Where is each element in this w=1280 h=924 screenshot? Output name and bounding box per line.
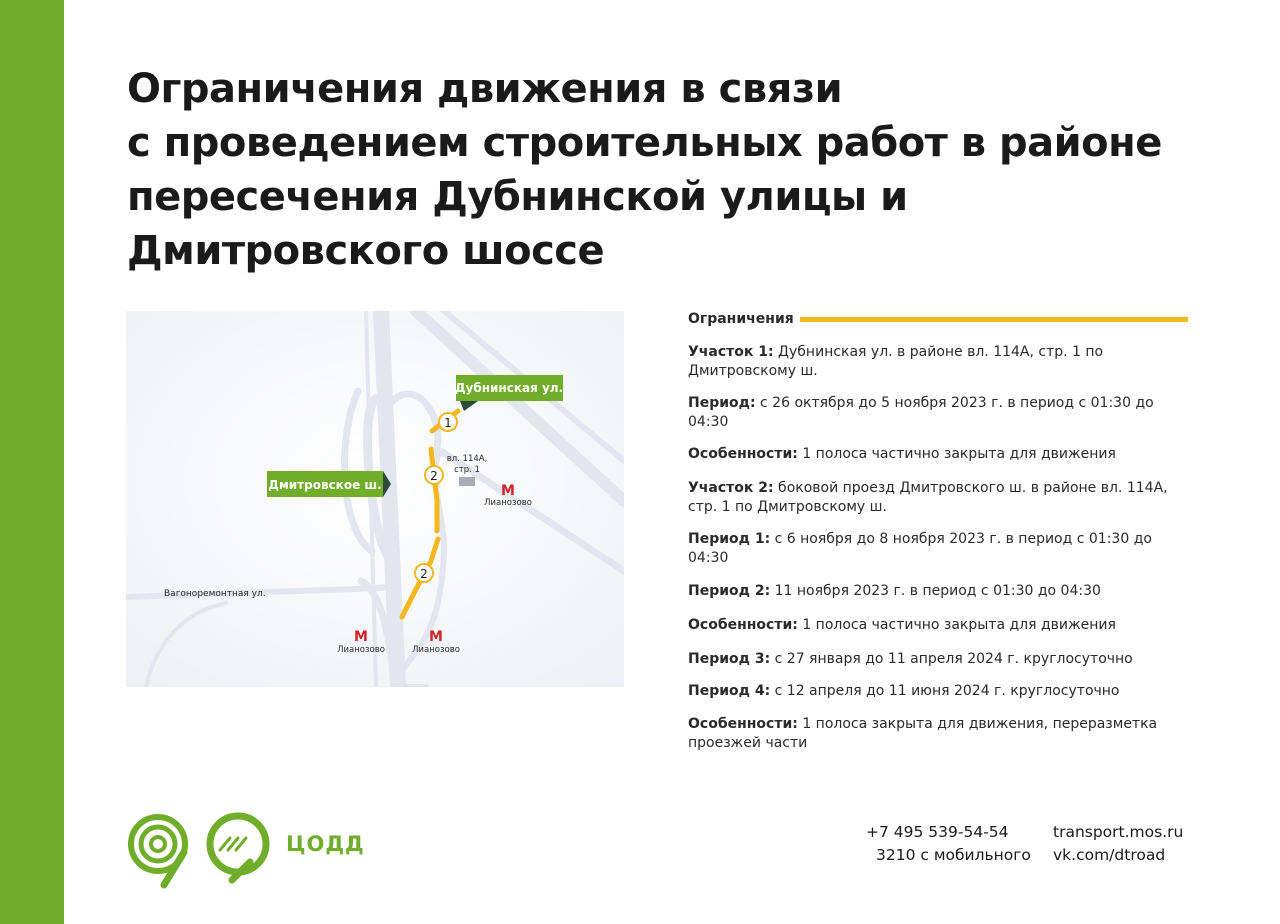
info-item-label: Участок 2:	[688, 480, 774, 496]
info-item-text: Дубнинская ул. в районе вл. 114А, стр. 1 по Дмитровскому ш.	[688, 344, 1104, 379]
marker-1	[439, 413, 457, 431]
footer-logos	[128, 810, 388, 890]
website-link[interactable]: transport.mos.ru	[1053, 823, 1184, 841]
info-item-text: 1 полоса закрыта для движения, переразметка проезжей части	[688, 716, 1158, 751]
codd-logo-text: ЦОДД	[286, 832, 365, 856]
info-item-text: с 6 ноября до 8 ноября 2023 г. в период с 01:30 до 04:30	[688, 531, 1152, 566]
info-item	[688, 616, 1188, 635]
building-label-line1: вл. 114А,	[446, 454, 488, 464]
metro-station-3-name: Лианозово	[412, 645, 460, 655]
metro-icon: М	[429, 629, 443, 645]
info-item-label: Период 2:	[688, 583, 771, 599]
info-item	[688, 445, 1188, 464]
left-brand-bar	[0, 0, 64, 924]
info-item	[688, 343, 1188, 381]
vk-link[interactable]: vk.com/dtroad	[1053, 846, 1166, 864]
title-line: Ограничения движения в связи	[127, 66, 843, 112]
metro-icon: М	[501, 483, 515, 499]
metro-icon: М	[354, 629, 368, 645]
marker-1-label: 1	[444, 416, 452, 430]
restrictions-heading	[688, 309, 1188, 329]
metro-station-1-name: Лианозово	[484, 498, 532, 508]
label-vagonoremontnaya: Вагоноремонтная ул.	[164, 589, 266, 599]
heading-accent-line	[800, 317, 1188, 322]
info-item	[688, 715, 1188, 753]
info-item-label: Период 1:	[688, 531, 771, 547]
marker-2a-label: 2	[430, 469, 438, 483]
transport-logo-icon	[128, 810, 278, 890]
restrictions-heading-label: Ограничения	[688, 311, 794, 327]
info-item-text: с 12 апреля до 11 июня 2024 г. круглосуточно	[770, 683, 1120, 699]
info-item-label: Особенности:	[688, 617, 798, 633]
label-dubninskaya-text: Дубнинская ул.	[454, 381, 564, 395]
info-item-label: Особенности:	[688, 446, 798, 462]
info-item	[688, 530, 1188, 568]
marker-2b-label: 2	[420, 567, 428, 581]
title-line: Дмитровского шоссе	[127, 228, 605, 274]
contact-phones	[866, 821, 1031, 867]
building-114a	[459, 477, 475, 486]
info-item-label: Период:	[688, 395, 756, 411]
title-line: с проведением строительных работ в районе	[127, 120, 1162, 166]
title-line: пересечения Дубнинской улицы и	[127, 174, 908, 220]
label-dmitrovskoe-text: Дмитровское ш.	[268, 478, 382, 492]
info-item	[688, 394, 1188, 432]
info-item	[688, 650, 1188, 669]
restrictions-panel	[688, 309, 1188, 751]
metro-station-2-name: Лианозово	[337, 645, 385, 655]
label-dmitrovskoe	[267, 471, 391, 497]
info-item	[688, 582, 1188, 601]
info-item-text: 1 полоса частично закрыта для движения	[797, 446, 1116, 462]
info-item-text: боковой проезд Дмитровского ш. в районе вл. 114А, стр. 1 по Дмитровскому ш.	[688, 480, 1168, 515]
info-item-text: с 26 октября до 5 ноября 2023 г. в период с 01:30 до 04:30	[688, 395, 1154, 430]
info-item-label: Участок 1:	[688, 344, 774, 360]
building-label-line2: стр. 1	[454, 465, 480, 475]
info-item-text: 11 ноября 2023 г. в период с 01:30 до 04:30	[770, 583, 1101, 599]
road-map	[126, 311, 624, 687]
info-item-label: Период 3:	[688, 651, 771, 667]
info-item-text: 1 полоса частично закрыта для движения	[797, 617, 1116, 633]
contact-links	[1053, 821, 1183, 867]
info-item	[688, 682, 1188, 701]
marker-2a	[425, 466, 443, 484]
info-item	[688, 479, 1188, 517]
info-item-text: с 27 января до 11 апреля 2024 г. круглосуточно	[770, 651, 1133, 667]
page-title	[127, 62, 1207, 278]
phone-number[interactable]: +7 495 539-54-54	[866, 823, 1009, 841]
marker-2b	[415, 564, 433, 582]
info-item-label: Период 4:	[688, 683, 771, 699]
mobile-short-number[interactable]: 3210 с мобильного	[876, 846, 1031, 864]
info-item-label: Особенности:	[688, 716, 798, 732]
